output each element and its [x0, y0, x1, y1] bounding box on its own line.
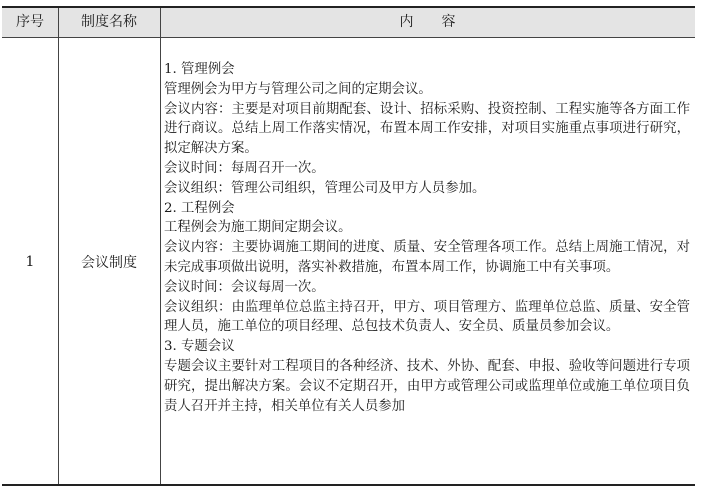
row-name: 会议制度	[81, 255, 137, 271]
content-heading: 3. 专题会议	[164, 339, 235, 355]
row-content	[164, 60, 690, 416]
content-paragraph: 管理例会为甲方与管理公司之间的定期会议。	[164, 81, 432, 97]
header-name: 制度名称	[81, 14, 137, 30]
table-header	[2, 8, 695, 38]
content-paragraph: 工程例会为施工期间定期会议。	[164, 220, 352, 236]
content-paragraph: 会议内容：主要协调施工期间的进度、质量、安全管理各项工作。总结上周施工情况，对未完成事项做出说明，落实补救措施，布置本周工作，协调施工中有关事项。	[164, 240, 690, 275]
row-seq: 1	[25, 254, 35, 270]
content-heading: 1. 管理例会	[164, 62, 235, 77]
column-divider	[160, 8, 161, 484]
header-seq: 序号	[16, 14, 44, 30]
content-paragraph: 专题会议主要针对工程项目的各种经济、技术、外协、配套、申报、验收等问题进行专项研究，提出解决方案。会议不定期召开，由甲方或管理公司或监理单位或施工单位项目负责人召开并主持，相关单位有关人员参加	[164, 358, 690, 414]
content-paragraph: 会议时间：每周召开一次。	[164, 160, 325, 176]
header-content: 内 容	[399, 14, 456, 30]
content-paragraph: 会议内容：主要是对项目前期配套、设计、招标采购、投资控制、工程实施等各方面工作进行商议。总结上周工作落实情况，布置本周工作安排，对项目实施重点事项进行研究，拟定解决方案。	[164, 101, 690, 157]
content-paragraph: 会议组织：由监理单位总监主持召开，甲方、项目管理方、监理单位总监、质量、安全管理人员，施工单位的项目经理、总包技术负责人、安全员、质量员参加会议。	[164, 299, 690, 335]
content-paragraph: 会议组织：管理公司组织，管理公司及甲方人员参加。	[164, 180, 486, 196]
content-heading: 2. 工程例会	[164, 200, 235, 216]
content-paragraph: 会议时间：会议每周一次。	[164, 279, 325, 295]
